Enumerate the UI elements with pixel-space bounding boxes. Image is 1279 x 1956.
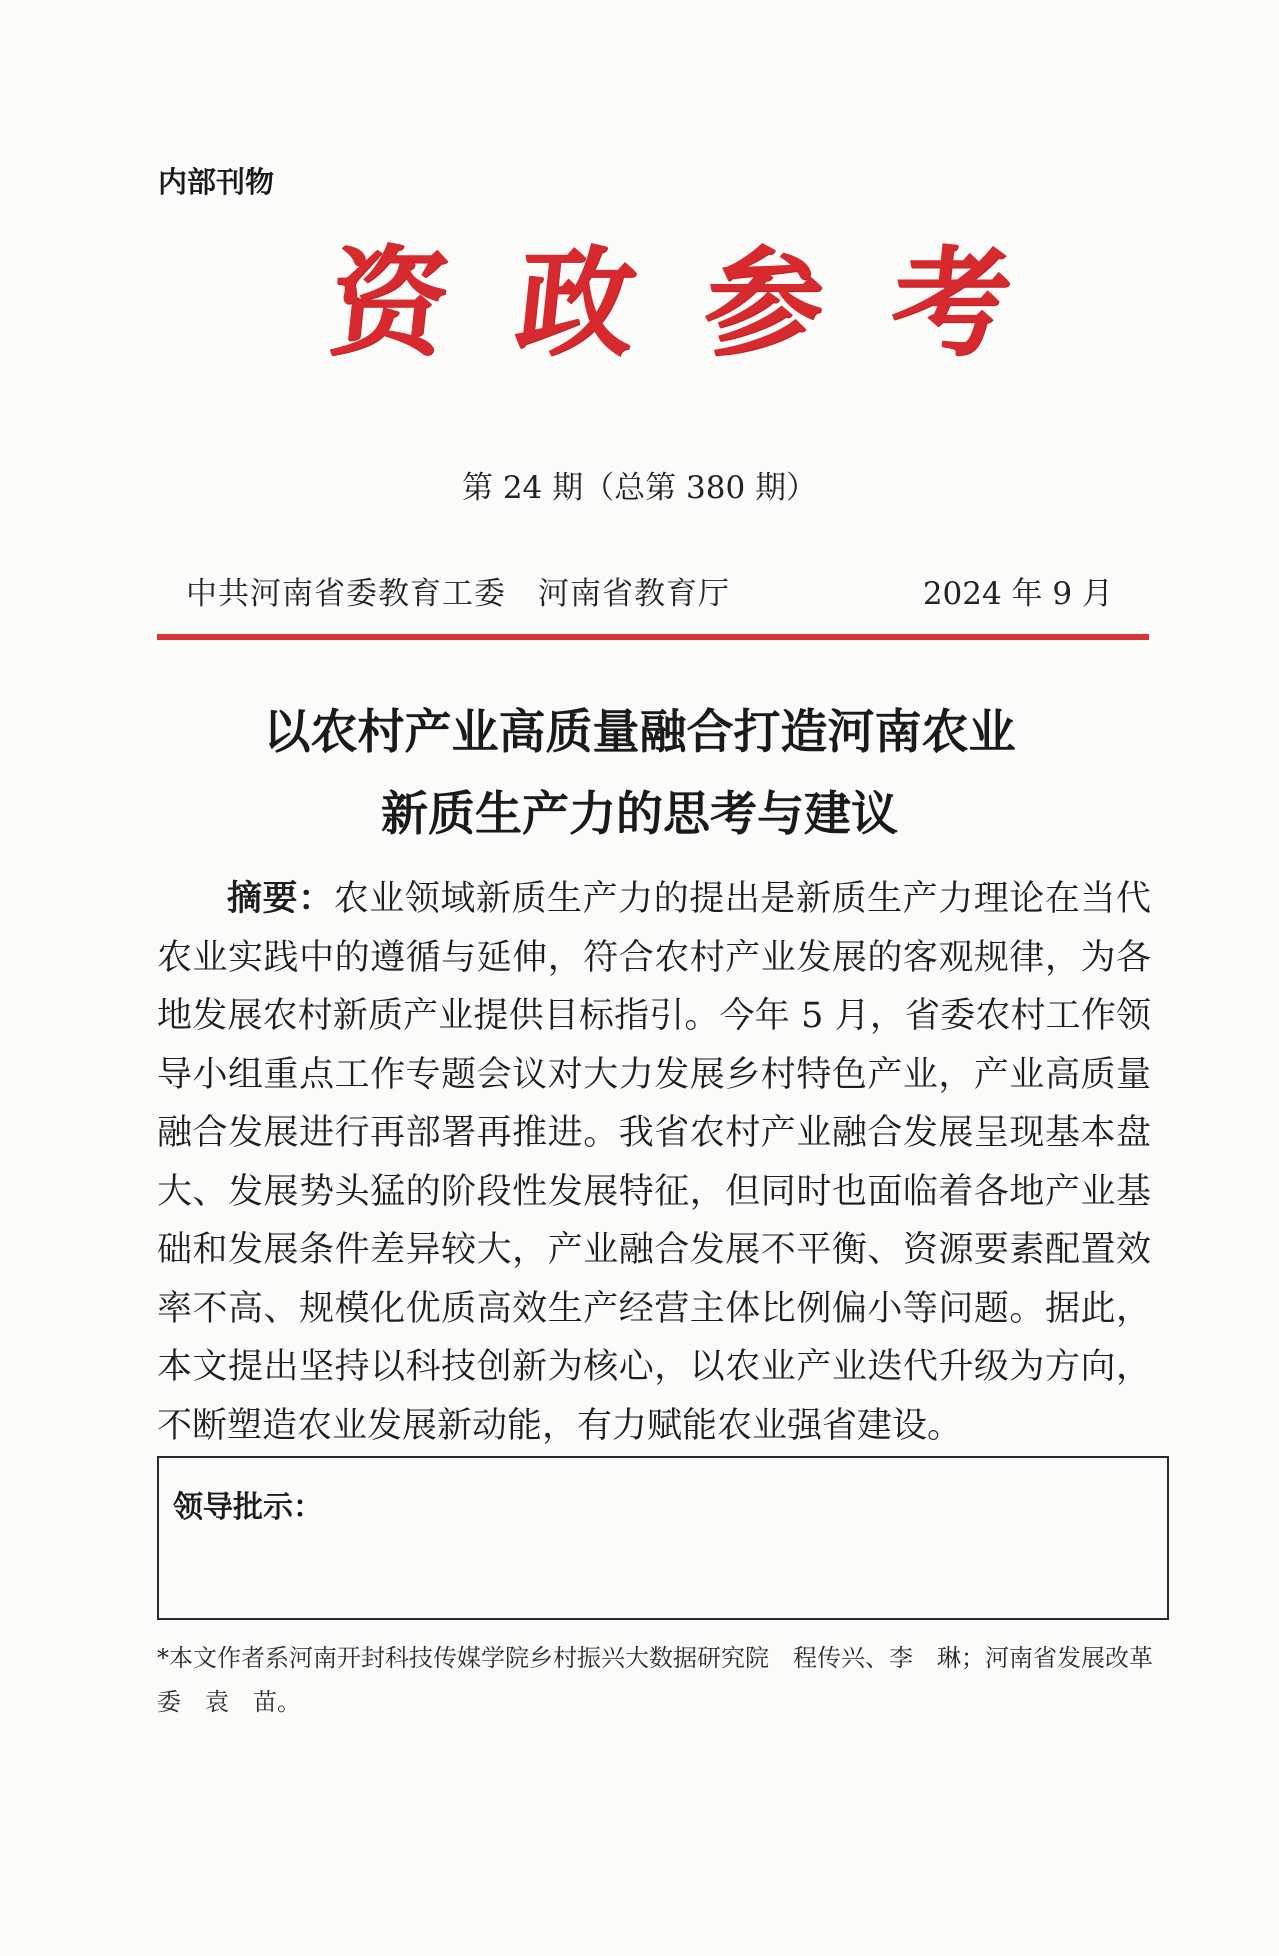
title-line-2: 新质生产力的思考与建议: [381, 787, 898, 842]
masthead-char: 政: [510, 232, 643, 372]
internal-publication-label: 内部刊物: [158, 165, 275, 199]
issue-number: 第 24 期（总第 380 期）: [461, 470, 818, 506]
issue-date: 2024 年 9 月: [922, 576, 1113, 612]
title-line-1: 以农村产业高质量融合打造河南农业: [263, 705, 1016, 760]
leader-comment-label: 领导批示：: [173, 1490, 323, 1525]
masthead-char: 参: [697, 232, 831, 372]
abstract-text: 农业领域新质生产力的提出是新质生产力理论在当代农业实践中的遵循与延伸，符合农村产业发展的客观规律，为各地发展农村新质产业提供目标指引。今年 5 月，省委农村工作领导小组重点工作专题会议对大力发展乡村特色产业，产业高质量融合发展进行再部署再推进。我省农村产业融合发展呈现基本盘大、发展势头猛的阶段性发展特征，但同时也面临着各地产业基础和发展条件差异较大，产业融合发展不平衡、资源要素配置效率不高、规模化优质高效生产经营主体比例偏小等问题。据此，本文提出坚持以科技创新为核心，以农业产业迭代升级为方向，不断塑造农业发展新动能，有力赋能农业强省建设。: [157, 879, 1151, 1446]
author-footnote: *本文作者系河南开封科技传媒学院乡村振兴大数据研究院 程传兴、李 琳；河南省发展改革委 袁 苗。: [157, 1644, 1153, 1716]
abstract-label: 摘要：: [227, 879, 334, 919]
issuer: 中共河南省委教育工委 河南省教育厅: [186, 576, 730, 612]
masthead-char: 考: [884, 232, 1018, 372]
header-divider: [157, 634, 1149, 640]
article-title: [0, 692, 1279, 856]
masthead-title: [322, 215, 1018, 390]
masthead-char: 资: [322, 232, 456, 372]
leader-comment-box: [157, 1456, 1169, 1620]
abstract: [157, 870, 1151, 1455]
